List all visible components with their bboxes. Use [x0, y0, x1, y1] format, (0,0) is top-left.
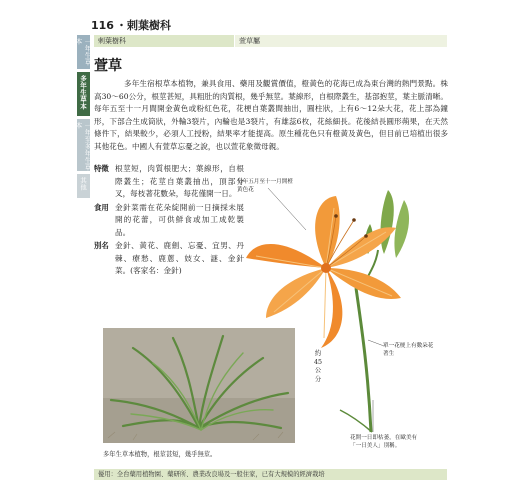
height-label: 約45公分 [313, 350, 322, 383]
side-tab-annual-perennial[interactable]: 一年至多年生草本 [77, 119, 90, 171]
plant-title: 萱草 [94, 58, 122, 74]
side-tab-perennial[interactable]: 多年生草本 [77, 72, 90, 116]
page-number: 116 [91, 19, 114, 32]
annotation-flower-color: 每年五月至十一月開橙黃色花 [237, 179, 293, 193]
plant-intro: 多年生宿根草本植物，兼具食用、藥用及觀賞價值，橙黃色的花海已成為東台灣的熱門景點。株高30～60公分，根莖甚短，具粗肚的肉質根，幾乎無莖。葉線形，自根際叢生，基部抱莖，葉主脈清晰。每年五至十一月間開金黃色或粉紅色花，花梗自葉叢間抽出，圓柱狀，上有6～12朵大花，花上部為鐘形，下部合生成筒狀，外輪3裂片，內輪也是3裂片，有雄蕊6枚，花絲細長。花後結長圓形蒴果，在天然條件下，結果較少，必須人工授粉，結果率才能提高。原生種花色只有橙黃及黃色，但目前已培植出很多其他花色。中國人有萱草忘憂之說，也以萱花象徵母親。 [94, 79, 448, 151]
info-label: 特徵 [94, 164, 109, 173]
plant-info [94, 163, 244, 279]
page-header [91, 17, 171, 33]
photo-caption: 多年生草本植物，根莖甚短，幾乎無莖。 [103, 451, 217, 458]
info-label: 別名 [94, 241, 109, 250]
section-title: 剌葉樹科 [126, 19, 171, 32]
info-text: 金針菜需在花朵綻開前一日摘採未展開的花蕾，可供鮮食或加工成乾製品。 [115, 202, 244, 237]
foliage-photo-image [103, 328, 295, 443]
info-label: 食用 [94, 202, 109, 212]
foliage-photo [103, 328, 295, 443]
annotation-bud: 花開一日即枯萎，在歐美有「一日美人」別稱。 [350, 435, 418, 449]
info-text: 金針、黃花、鹿劍、忘憂、宜男、丹棘、療愁、鹿蔥、妓女、謎、金針菜。(客家名：金針) [115, 241, 244, 275]
family-name: 剌葉樹科 [94, 35, 235, 47]
genus-name: 萱草屬 [235, 35, 447, 47]
info-row-alias [94, 240, 244, 278]
side-tab-annual[interactable]: 一年生草本 [77, 35, 90, 69]
family-bar [94, 35, 447, 47]
header-separator: ・ [115, 19, 127, 32]
annotation-stalk: 單一花梗上有數朵花著生 [383, 343, 434, 357]
footer-note: 優用：全台藥用植物園、藥研所、農業改良場及一般住家，已有大規模的經濟栽培 [94, 469, 447, 480]
info-row-feature [94, 163, 244, 201]
info-text: 根莖短，肉質根肥大；葉線形，自根際叢生；花莖自葉叢抽出，頂部分叉，每枝著花數朵，每花僅開一日。 [115, 164, 244, 198]
side-tabs [74, 35, 92, 201]
side-tab-other[interactable]: 其他 [77, 174, 90, 198]
info-row-edible [94, 202, 244, 240]
